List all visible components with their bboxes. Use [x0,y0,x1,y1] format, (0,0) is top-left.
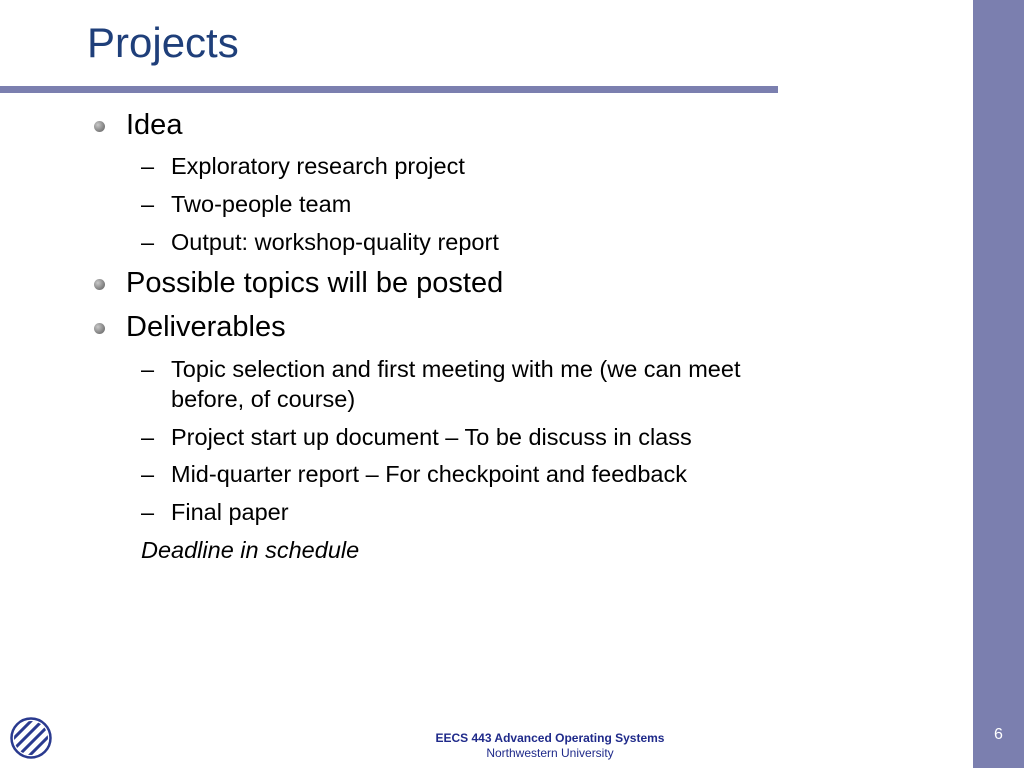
sub-bullet: Exploratory research project [171,153,465,179]
bullet-dot-icon [94,121,105,132]
sub-bullet: Topic selection and first meeting with me (we can meet [171,356,741,382]
northwestern-logo-icon [10,717,52,759]
dash-icon: – [141,499,155,525]
bullet-possible-topics: Possible topics will be posted [126,267,504,299]
sub-bullet: Mid-quarter report – For checkpoint and feedback [171,461,687,487]
dash-icon: – [141,461,155,487]
footer-course: EECS 443 Advanced Operating Systems [435,731,665,745]
bullet-dot-icon [94,279,105,290]
dash-icon: – [141,424,155,450]
dash-icon: – [141,356,155,382]
sub-bullet-continuation: before, of course) [171,386,356,412]
slide-number: 6 [994,726,1003,743]
deadline-note: Deadline in schedule [141,537,360,563]
title-underline [0,86,778,93]
slide-title: Projects [87,19,239,66]
sub-bullet: Output: workshop-quality report [171,229,499,255]
footer-university: Northwestern University [486,746,614,760]
dash-icon: – [141,229,155,255]
dash-icon: – [141,153,155,179]
right-side-bar [973,0,1024,768]
sub-bullet: Two-people team [171,191,352,217]
dash-icon: – [141,191,155,217]
sub-bullet: Project start up document – To be discuss in class [171,424,692,450]
footer [380,731,720,761]
bullet-dot-icon [94,323,105,334]
bullet-idea: Idea [126,109,183,141]
bullet-deliverables: Deliverables [126,311,286,343]
sub-bullet: Final paper [171,499,289,525]
